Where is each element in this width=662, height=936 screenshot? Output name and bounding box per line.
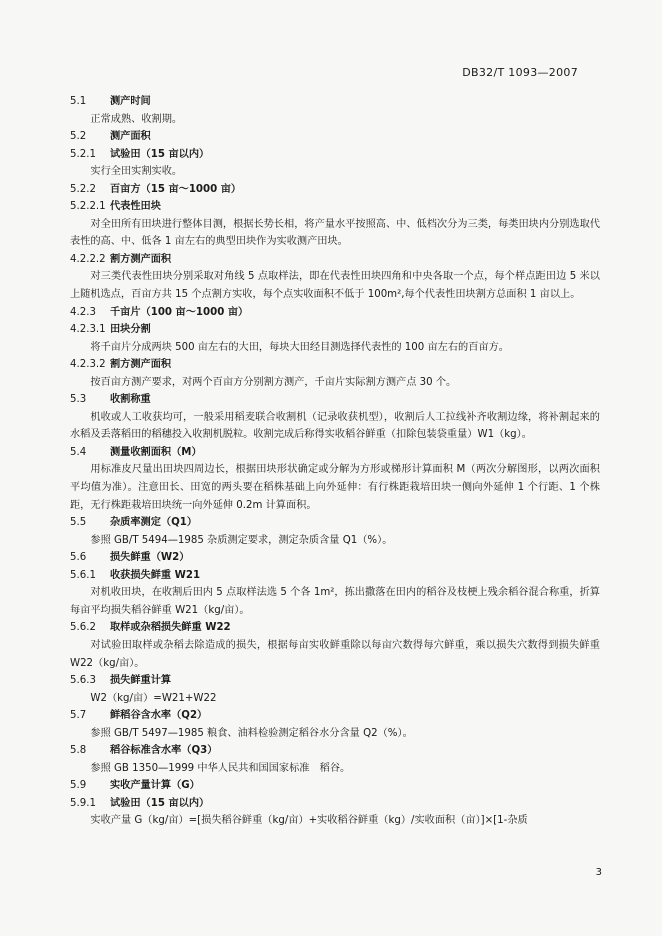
section-number: 5.9 — [70, 780, 87, 792]
section-heading — [70, 672, 600, 690]
section-heading — [70, 549, 600, 567]
section-number: 4.2.3 — [70, 306, 96, 318]
section-heading — [70, 619, 600, 637]
paragraph: 参照 GB/T 5497—1985 粮食、油料检验测定稻谷水分含量 Q2（%）。 — [90, 727, 413, 739]
section-number: 4.2.3.2 — [70, 359, 106, 371]
page-number: 3 — [595, 867, 602, 878]
paragraph: 按百亩方测产要求，对两个百亩方分别割方测产，千亩片实际割方测产点 30 个。 — [90, 376, 457, 388]
section-title: 鲜稻谷含水率（Q2） — [110, 710, 208, 722]
section-heading — [70, 356, 600, 374]
paragraph: 机收或人工收获均可，一般采用稻麦联合收割机（记录收获机型），收割后人工拉线补齐收割边缘，将补割起来的水稻及丢落稻田的稻穗投入收割机脱粒。收割完成后称得实收稻谷鲜重（扣除包装袋重量）W1（kg）。 — [70, 411, 600, 441]
section-number: 5.2.1 — [70, 148, 96, 160]
section-heading — [70, 198, 600, 216]
section-heading — [70, 181, 600, 199]
section-title: 收割称重 — [110, 394, 151, 406]
section-number: 5.6.2 — [70, 622, 96, 634]
section-number: 5.4 — [70, 446, 87, 458]
section-title: 杂质率测定（Q1） — [110, 517, 198, 529]
paragraph: 对三类代表性田块分别采取对角线 5 点取样法，即在代表性田块四角和中央各取一个点，每个样点距田边 5 米以上随机选点，百亩方共 15 个点割方实收，每个点实收面积不低于 100m²,每个代表性田块割方总面积 1 亩以上。 — [70, 271, 600, 301]
section-title: 稻谷标准含水率（Q3） — [110, 745, 218, 757]
section-number: 5.6.1 — [70, 569, 96, 581]
section-title: 百亩方（15 亩～1000 亩） — [110, 183, 242, 195]
section-heading — [70, 742, 600, 760]
section-title: 割方测产面积 — [110, 359, 172, 371]
paragraph: 正常成熟、收割期。 — [90, 113, 183, 125]
section-title: 割方测产面积 — [110, 253, 172, 265]
section-heading — [70, 251, 600, 269]
paragraph: 将千亩片分成两块 500 亩左右的大田，每块大田经目测选择代表性的 100 亩左右的百亩方。 — [90, 341, 509, 353]
section-title: 试验田（15 亩以内） — [110, 148, 210, 160]
section-number: 5.7 — [70, 710, 87, 722]
section-number: 4.2.3.1 — [70, 324, 106, 336]
section-number: 5.5 — [70, 517, 87, 529]
section-heading — [70, 391, 600, 409]
section-heading — [70, 795, 600, 813]
section-title: 田块分割 — [110, 324, 151, 336]
section-number: 5.2.2 — [70, 183, 96, 195]
section-title: 试验田（15 亩以内） — [110, 797, 210, 809]
section-title: 测量收割面积（M） — [110, 446, 202, 458]
paragraph: 对试验田取样或杂稻去除造成的损失，根据每亩实收鲜重除以每亩穴数得每穴鲜重，乘以损失穴数得到损失鲜重 W22（kg/亩）。 — [70, 639, 600, 669]
section-heading — [70, 146, 600, 164]
paragraph: 用标准皮尺量出田块四周边长，根据田块形状确定或分解为方形或梯形计算面积 M（两次分解图形，以两次面积平均值为准）。注意田长、田宽的两头要在稻株基础上向外延伸：有行株距栽培田块一侧向外延伸 1 个行距、1 个株距，无行株距栽培田块统一向外延伸 0.2m 计算面积。 — [70, 464, 600, 511]
section-heading — [70, 444, 600, 462]
section-heading — [70, 304, 600, 322]
section-heading — [70, 707, 600, 725]
paragraph: 实收产量 G（kg/亩）=[损失稻谷鲜重（kg/亩）+实收稻谷鲜重（kg）/实收面积（亩）]×[1-杂质 — [90, 815, 528, 827]
section-heading — [70, 777, 600, 795]
section-title: 代表性田块 — [110, 201, 161, 213]
section-number: 5.2.2.1 — [70, 201, 106, 213]
section-title: 收获损失鲜重 W21 — [110, 569, 201, 581]
section-title: 取样或杂稻损失鲜重 W22 — [110, 622, 231, 634]
paragraph: 对机收田块，在收割后田内 5 点取样法选 5 个各 1m²，拣出撒落在田内的稻谷及枝梗上残余稻谷混合称重，折算每亩平均损失稻谷鲜重 W21（kg/亩）。 — [70, 587, 600, 616]
section-number: 5.3 — [70, 394, 87, 406]
section-heading — [70, 567, 600, 585]
paragraph: 参照 GB/T 5494—1985 杂质测定要求，测定杂质含量 Q1（%）。 — [90, 534, 393, 546]
section-heading — [70, 128, 600, 146]
section-heading — [70, 514, 600, 532]
section-number: 5.8 — [70, 745, 87, 757]
section-title: 实收产量计算（G） — [110, 780, 200, 792]
section-heading — [70, 321, 600, 339]
standard-code: DB32/T 1093—2007 — [462, 66, 578, 79]
section-number: 4.2.2.2 — [70, 253, 106, 265]
paragraph: 参照 GB 1350—1999 中华人民共和国国家标准 稻谷。 — [90, 762, 351, 774]
section-title: 损失鲜重计算 — [110, 675, 172, 687]
section-title: 损失鲜重（W2） — [110, 552, 190, 564]
paragraph: W2（kg/亩）=W21+W22 — [90, 692, 217, 704]
paragraph: 实行全田实割实收。 — [90, 166, 183, 178]
document-body — [70, 93, 600, 830]
section-number: 5.6.3 — [70, 675, 96, 687]
section-number: 5.1 — [70, 96, 87, 107]
paragraph: 对全田所有田块进行整体目测，根据长势长相，将产量水平按照高、中、低档次分为三类，每类田块内分别选取代表性的高、中、低各 1 亩左右的典型田块作为实收测产田块。 — [70, 218, 600, 248]
section-heading — [70, 93, 600, 111]
section-title: 千亩片（100 亩～1000 亩） — [110, 306, 249, 318]
section-number: 5.2 — [70, 131, 87, 143]
section-title: 测产面积 — [110, 131, 151, 143]
section-number: 5.9.1 — [70, 797, 96, 809]
section-number: 5.6 — [70, 552, 87, 564]
section-title: 测产时间 — [110, 96, 151, 107]
